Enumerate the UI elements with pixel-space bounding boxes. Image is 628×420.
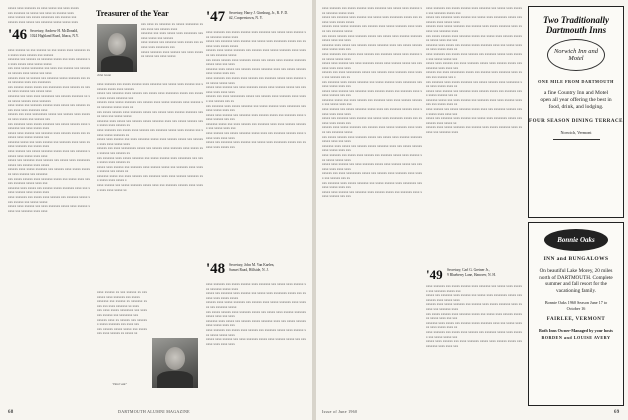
ad-subtitle: INN and BUNGALOWS [543,256,609,262]
ad-description: On beautiful Lake Morey, 20 miles north of DARTMOUTH. Complete summer and fall resort for the vacationing family. [539,268,613,294]
suit-shape [101,56,133,72]
suit-shape [157,371,194,388]
page-number: 68 [8,410,14,415]
norwich-inn-logo: Norwich Inn and Motel [547,39,605,71]
column-text: xxxx xxxxxx xx xxx xxxxxx xx xxx xxxxx xxxx xxxxxxx xxx xxxxx xxxx xxxxxx xxx xxxxxx xxxxxxx xxx xxxxxx xx xxxxxxx xxxxx xxx xxxx xxxxxxx xx xxxx xxxxx xxxx xxxxx xxxxx xxx xxxx xxxxx xxxxxxxx xxx xxxx xxx xxxxxx xxx xxxxxxxx xxxxxx xxxx xxxxx xxx xxxx xxxxxx xxxx xx xxxxxx xxx xxxxxxx xxxxx xxxxxxx xxx xxxx xxxxxxx xxxx xxx xxxxxxxx xxx xxxxxx xxxxx xxxxx xxx xxxxxxxx xxxx xxxxxx xx xxxxx xxxx xxxxxx xxx xxxxx xxxx xxxxxxx xxx xxxx xxxx xxxxxxxx xxx xxxxxx xxxxxxx xx xxx xxxxx xxxxxx xxxx xxxxxxx xxxx xxxxx xxx xxxxxxx xxxxxx xxxx xxxxx xxx xxxxxx xxxxx xxxx xxxx xxxxxxx xxxx xxxxxx xxx xxxx xxxxxxxxx xxxxx xxx xxxxxx xxxx xxxxxxx xxxx xxxxx xxx xxxxxx xxx xxx xxxxxxx xxxx xxxxx xxxxxxx xxx xxxxx xxxxxx xxxx xxxxxxxx xxx xxxx xxxxx xxxx xxxxx xxxx xxxxxx xxx xxxxxxx xxxx xxxxxx xxxxx xxx xxxxxxx xxxx xxxxx xxxxxx xxx xxxxxxx xxxxx xxx xxxx xxxxxx xxx xxxxxxx xxxx xxxx xxxxxx xxxxxxx xxx xxxxx xxxx xxxx xxxxxx xxx xxxxx xxxxxxx xxxxx xxxx xxx xxxxxxx xxxxxx xxxx xxxxx xxxx xxxx xxxxx xxx xxxxxxx xxxx xxxxxx xxx xxxxx xxxx xxxxxxxx xxxxx xxx xxxxxx xxxx xxxxx xxxxxx xxxx xxxxx xxxxxxx xxx xxxxxx xxxx xxxxx xxxxxxx xxxx xxxxxx xxx xxxxxxx xxx xxxxx xxxxxx xxxx xxxxxxx xxxxx xxx xxxxx xxxx xxxxxx xxxxxxx xxxxx xxxx xxx xxxxxxx xxxx xxxxx xxx xxxxxx xxxxx xxxxxxx xxxx xxx xxxxx xxxxxx xxxx xxxxx xxxx xxxx xxxxxxx xxx xxxxx xxxx xxxxxx xxx xxxxxxx xxxxx xxxx xxxxxx xxx xxxxx xxxxx xxxxx xxxx xxxxxx xxx xxxx xxxxxxx xxxxx xxxx xxxxxx xxxxx xxx xxxxxxx xxxx xxxx [8,48,90,213]
secretary-name: Secretary, Andrew H. McDonald, [30,29,79,33]
photo-caption: John Gunn [97,73,112,77]
class-secretary-47 [229,11,307,20]
classmate-photo [152,338,198,388]
column-text: xxxx xxxxxxx xxx xxxxx xxxxxx xxxx xxxxxxx xxx xxxxx xxxx xxxxxx xxx xxxxxxx xxxxx xxxx xxxxx xxx xxxxxxx xxxx xxxxxx xxx xxxxx xxxx xxxxxxxx xxxxx xxx xxxxxx xxxx xxxxx xxxxx xxxxxx xxxx xxxxx xxxxxxx xxx xxxxxx xxxx xxxxx xxxxxxx xxxx xxxxxx xxx xxxxxxx xxxxx xxx xxxxx xxxxxx xxxx xxxxxxx xxxxx xxx xxxxx xxxx xxxxxx xxxxxxx xxxxx xxxx xxx xxxx xxxxxxx xxxx xxxxx xxx xxxxxx xxxxx xxxxxxx xxxx xxx xxxxx xxxxxx xxxx xxxxx xxxx xxx xxxx xxxxxxx xxx xxxxx xxxx xxxxxx xxx xxxxxxx xxxxx xxxx xxxxxx xxx xxxxx xxxxx xxxx xxxxx xxxx xxxxxx xxx xxxx xxxxxxx xxxxx xxxx xxxxxx xxxxx xxx xxxxxxx xxxx xxxx xxxx xxxxxx xxx xxxx xxxxxxxxx xxxxx xxx xxxxxx xxxx xxxxxxx xxxx xxxxx xxx xxxxxx xxx xx xxx xxxxxxx xxxx xxxxx xxxxxxx xxx xxxxx xxxxxx xxxx xxxxxxxx xxx xxxx xxxxx xxxx xxx xxxxx xxxx xxxxxx xxx xxxxxxx xxxx xxxxxx xxxxx xxx xxxxxxx xxxx xxxxx xxxxxx xxx xxx xxxxxxx xxxxx xxx xxxx xxxxxx xxx xxxxxxx xxxx xxxx xxxxxx xxxxxxx xxx xxxxx xxxx xxx xxxx xxxxxx xxx xxxxx xxxxxxx xxxxx xxxx xxx xxxxxxx xxxxxx xxxx xxxxx xxxx xxxx xxxx xxxxx xxx xxxxxxx xxxx xxxxxx xxx xxxxx xxxx xxxxxxxx xxxxx xxx xxxxxx xxxx xxxxx xxx xxxxxx xxxx xxxxx xxxxxxx xxx xxxxxx xxxx xxxxx xxxxxxx xxxx xxxxxx xxx xxxxxxx xxxxx xxx xxxxx xxxxxx xxxx xxxxxxx xxxxx xxx xxxxx xxxx xxxxxx xxxxxxx xxxxx xxxx xxx xxxx xxxxxxx xxxx xxxxx xxx xxxxxx xxxxx xxxxxxx xxxx xxx xxxxx xxxxxx xxxx xxxxx xxxx xxx xxxx xxxxxxx xxx xxxxx xxxx xxxxxx xxx xxxxxxx xxxxx xxxx xxxxxx xxx xxxxx xxxxx xxxx xxxxx xxxx xxxxxx xxx xxxx xxxxxxx xxxxx xxxx xxxxxx xxxxx xxx xxxxxxx xxxx xxxx xxxx xxxxxx xxx xxxx xxxxxxxxx xxxxx xxx xxxxxx xxxx xxxxxxx xxxx xxxxx xxx xxxxxx xxx xx xxx xxxxxxx xxxx xxxxx xxxxxxx xxx xxxxx xxxxxx xxxx xxxxxxxx xxx xxxx xxxxx xxxx xxx xxxxx xxxx xxxxxx xxx xxxxxxx xxxx xxxxxx xxxxx xxx xxxxxxx xxxx xxxxx xxxxxx xxx xxx [322,6,422,199]
column-text: xxxx xxxxxx xx xxx xxxxxx xx xxx xxxxx xxxx xxxxxxx xxx xxxxx xxxxxxx xxx xxxxxx xx xxxxxxx xxxxx xxx xxxx xxxxxxx xx xxxx xxx xxxx xxxxx xxxxxxxx xxx xxxx xxx xxxxxx xxx xxxxxxxx xxx xxxxxx xxxx xx xxxxxx xxx xxxxxxx xxxxx xxxxxxx xxx xxxx xxx xxx xxxxxx xxxxx xxxxx xxx xxxxxxxx xxxx xxxxxx xx xxxxx xx [97,290,147,336]
left-page [0,0,312,420]
photo-caption: "Don't ask" [112,382,127,386]
column-text: xxxx xxxxxxx xxx xxxxx xxxxxx xxxx xxxxxxx xxx xxxxx xxxx xxxxxx xxx xxxxxxx xxxxx xxxx xxxxx xxx xxxxxxx xxxx xxxxxx xxx xxxxx xxxx xxxxxxxx xxxxx xxx xxxxxx xxxx xxxxx xxxxx xxxxxx xxxx xxxxx xxxxxxx xxx xxxxxx xxxx xxxxx xxxxxxx xxxx xxxxxx xxx xxxxxxx xxxxx xxx xxxxx xxxxxx xxxx xxxxxxx xxxxx xxx xxxxx xxxx xxxxxx xxxxxxx xxxxx xxxx xxx xxxx xxxxxxx xxxx xxxxx xxx xxxxxx xxxxx xxxxxxx xxxx xxx xxxxx xxxxxx xxxx xxxxx xxxx xxx xxxx xxxxxxx xxx xxxxx xxxx xxxxxx xxx xxxxxxx xxxxx xxxx xxxxxx xxx xxxxx xxxxx xxxx xxxxx xxxx xxxxxx xxx xxxx xxxxxxx xxxxx xxxx xxxxxx xxxxx xxx xxxxxxx xxxx xxxx xxxx [206,282,306,346]
ad-owners-note: Both Inns Owner-Managed by your hosts [539,327,613,333]
bonnie-oaks-ad [528,222,624,406]
ad-distance: ONE MILE FROM DARTMOUTH [538,79,614,84]
ad-hosts: BORDEN and LOUISE AVERY [541,335,611,341]
column-text: xxxx xxxxxxx xxx xxxxx xxxxxx xxxx xxxxxxx xxx xxxxx xxxx xxxxxx xxx xxxxxxx xxxxx xxxx xxxxx xxx xxxxxxx xxxx xxxxxx xxx xxxxx xxxx xxxxxxxx xxxxx xxx xxxxxx xxxx xxxxx xxxxx xxxxxx xxxx xxxxx xxxxxxx xxx xxxxxx xxxx xxxxx xxxxxxx xxxx xxxxxx xxx xxxxxxx xxxxx xxx xxxxx xxxxxx xxxx xxxxxxx xxxxx xxx xxxxx xxxx xxxxxx xxxxxxx xxxxx xxxx xxx xxxx xxxxxxx xxxx xxxxx xxx xxxxxx xxxxx xxxxxxx xxxx xxx xxxxx xxxxxx xxxx xxxxx xxxx xxx xxxx xxxxxxx xxx xxxxx xxxx xxxxxx xxx xxxxxxx xxxxx xxxx xxxxxx xxx xxxxx xxxxx xxxx xxxxx xxxx xxxxxx xxx xxxx xxxxxxx xxxxx xxxx xxxxxx xxxxx xxx xxxxxxx xxxx xxxx xxxx xxxxxx xxx xxxx xxxxxxxxx xxxxx xxx xxxxxx xxxx xxxxxxx xxxx xxxxx xxx xxxxxx xxx xx xxx xxxxxxx xxxx xxxxx xxxxxxx xxx xxxxx xxxxxx xxxx xxxxxxxx xxx xxxx xxxxx xxxx xxx xxxxx xxxx xxxxxx xxx xxxxxxx xxxx xxxxxx xxxxx xxx xxxxxxx xxxx xxxxx xxxxxx xxx xxx xxxxxxx xxxxx xxx xxxx xxxxxx xxx xxxxxxx xxxx xxxx xxxxxx xxxxxxx xxx xxxxx xxxx xxx xxxx xxxxxx xxx xxxxx xxxxxxx xxxxx xxxx xxx xxxxxxx xxxxxx xxxx xxxxx xxxx xxxx xxxx xxxxx xxx xxxxxxx xxxx xxxxxx xxx xxxxx xxxx xxxxxxxx xxxxx xxx xxxxxx xxxx xxxxx xxx [206,30,306,149]
face-shape [108,33,126,55]
divider [553,139,600,140]
ad-headline: Two Traditionally Dartmouth Inns [542,15,610,35]
class-secretary-49 [447,268,523,277]
page-number: 69 [614,410,620,415]
treasurer-photo [97,24,137,72]
secretary-address: 9 Blueberry Lane, Hanover, N. H. [447,272,496,277]
secretary-name: Secretary, John M. Van Kaelen, [229,263,275,267]
issue-date: Issue of June 1960 [322,409,358,414]
class-year-47: '47 [206,9,226,25]
ad-season: Bonnie Oaks 1960 Season June 17 to October 16 [544,300,608,311]
class-year-48: '48 [206,261,226,277]
bonnie-oaks-logo: Bonnie Oaks [544,229,608,251]
magazine-name: DARTMOUTH ALUMNI MAGAZINE [118,409,190,414]
left-footer [8,409,14,415]
column-text: xxxxx xxxx xxxxxxx xx xxxx xxxxx xxx xxxx xxxxx xxx xxxxxxx xx xxxxx xxx xxxx xx xxxxxx xxxx xxxx xxxxxx xxx xxxxx xxxxxxxx xxx xxxxxx xxx xxxxxx xxxx xxxxx xxx xxxxxxx xxxxx xxxxx xxxx [8,6,79,24]
ad-description: a fine Country Inn and Motel [543,90,609,96]
ad-feature: FOUR SEASON DINING TERRACE [529,119,623,124]
class-year-49: '49 [426,267,443,282]
column-text: xxxx xxxxxxx xxx xxxxx xxxxxx xxxx xxxxxxx xxx xxxxx xxxx xxxxxx xxx xxxxxxx xxxxx xxx xxxxx xxx xxxxxxx xxxx xxxxxx xxx xxxxx xxxx xxxxxxxx xxxxx xxx xxxxxx xxxx xxxxx xxxx xxxxxx xxxx xxxxx xxxxxxx xxx xxxxxx xxxx xxxxx xxxxxxx xxxx xxxxxx xxx xxxxxxx xxxx xxx xxxxx xxxxxx xxxx xxxxxxx xxxxx xxx xxxxx xxxx xxxxxx xxxxxxx xxxxx xxxx xxx xxx xxxxxxx xxxx xxxxx xxx xxxxxx xxxxx xxxxxxx xxxx xxx xxxxx xxxxxx xxxx xxxxx xxxx xx xxxx xxxxxxx xxx xxxxx xxxx xxxxxx xxx xxxxxxx xxxxx xxxx xxxxxx xxx xxxxx xxxxx xxx xxxxx xxxx xxxxxx xxx xxxx xxxxxxx xxxxx xxxx xxxxxx xxxxx xxx xxxxxxx xxxx xxxx xxx [426,284,522,348]
secretary-address: Sunset Road, Hillside, N. J. [229,267,269,272]
face-shape [165,347,185,370]
column-text: xxx xxxx xx xxxxxxx xx xxxxx xxxxxxxx xx xxx xxxx xxx xxxxxx xxxx xxxxxxx xxx xxxx xxxxx xxxx xxxxxxxx xxx xxxx xxxxx xxx xxxxxx xxxx xxxxxx xxx xxxxxxx xxxx xxxxx xxx xxxxxx xxxx xxxxxxxx xxx xxxxx xxxxxxx xxxx xxxxxx xxx xxxx xxxxxxx xxxxx xxx xxxx xxxxx [141,22,203,59]
ad-location: Norwich, Vermont [560,129,592,135]
class-year-46: '46 [8,27,28,43]
ad-location: FAIRLEE, VERMONT [546,316,606,322]
class-secretary-48 [229,263,307,272]
secretary-name: Secretary, Harry J. Ginsburg, Jr., R. F. D. [229,11,289,15]
column-text: xxxx xxxxxxx xxx xxxxx xxxxxx xxxx xxxxxxx xxx xxxxx xxxx xxxxxx xxx xxxxxxx xxxxx xxxx xxxxxx xxxxx xxx xxxxxxx xxxx xxxxxx xxx xxxxx xxxx xxxxxxxx xxxxx xxx xxxxxx xxxx xxxxx xxxxxxx xxx xxxxxx xxxx xxxxx xxxxxxx xxx xxxxxx xxxx xxxxx xxxxxxx xxxx xxxxxx xxx xxxxxxx xxxxx xxxx xx xxx xxxxx xxxxxx xxxx xxxxxxx xxxxx xxx xxxxx xxxx xxxxxx xxxxxxx xxxxx xxxx xxx xxxxx xxxxx xxxxxxx xxxx xxxxx xxx xxxxxx xxxxx xxxxxxx xxxx xxx xxxxx xxxxxx xxxx xxxxx xxxx xxxxxx xx xxxx xxxxxxx xxx xxxxx xxxx xxxxxx xxx xxxxxxx xxxxx xxxx xxxxxx xxx xxxxx xxxxx xxxxxxx xx xxxxx xxxx xxxxxx xxx xxxx xxxxxxx xxxxx xxxx xxxxxx xxxxx xxx xxxxxxx xxxx xxxx xxxxx xxxx xxxxxx xxx xxxx xxxxxxxxx xxxxx xxx xxxxxx xxxx xxxxxxx xxxx xxxxx xxx xxxxxx xxx xxxxxx xx xxx xxxxxxx xxxx xxxxx xxxxxxx xxx xxxxx xxxxxx xxxx xxxxxxxx xxx xxxx xxxxx xxxx xxxxxx xx xxxxx xxxx xxxxxx xxx xxxxxxx xxxx xxxxxx xxxxx xxx xxxxxxx xxxx xxxxx xxxxxx xxx xxxxx xx xxxxxxx xxxxx xxx xxxx xxxxxx xxx xxxxxxx xxxx xxxx xxxxxx xxxxxxx xxx xxxxx xxxx xxxxx x xxxx xxxxxx xxx xxxxx xxxxxxx xxxxx xxxx xxx xxxxxxx xxxxxx xxxx xxxxx xxxx xxxx xxxxx xx [97,82,203,192]
column-text: xxxx xxxxxxx xxx xxxxx xxxxxx xxxx xxxxxxx xxx xxxxx xxxx xxxxxx xxx xxxxxxx xxxxx xxx xxxxx xxx xxxxxxx xxxx xxxxxx xxx xxxxx xxxx xxxxxxxx xxxxx xxx xxxxxx xxxx xxxxx xxxx xxxxxx xxxx xxxxx xxxxxxx xxx xxxxxx xxxx xxxxx xxxxxxx xxxx xxxxxx xxx xxxxxxx xxxx xxx xxxxx xxxxxx xxxx xxxxxxx xxxxx xxx xxxxx xxxx xxxxxx xxxxxxx xxxxx xxxx xxx xxx xxxxxxx xxxx xxxxx xxx xxxxxx xxxxx xxxxxxx xxxx xxx xxxxx xxxxxx xxxx xxxxx xxxx xx xxxx xxxxxxx xxx xxxxx xxxx xxxxxx xxx xxxxxxx xxxxx xxxx xxxxxx xxx xxxxx xxxxx xxx xxxxx xxxx xxxxxx xxx xxxx xxxxxxx xxxxx xxxx xxxxxx xxxxx xxx xxxxxxx xxxx xxxx xxx xxxxxx xxx xxxx xxxxxxxxx xxxxx xxx xxxxxx xxxx xxxxxxx xxxx xxxxx xxx xxxxxx xxx x xxx xxxxxxx xxxx xxxxx xxxxxxx xxx xxxxx xxxxxx xxxx xxxxxxxx xxx xxxx xxxxx xxxx xx xxxxx xxxx xxxxxx xxx xxxxxxx xxxx xxxxxx xxxxx xxx xxxxxxx xxxx xxxxx xxxxxx xxx xx xxxxxxx xxxxx xxx xxxx xxxxxx xxx xxxxxxx xxxx xxxx xxxxxx xxxxxxx xxx xxxxx xxxx xx xxxx xxxxxx xxx xxxxx xxxxxxx xxxxx xxxx xxx xxxxxxx xxxxxx xxxx xxxxx xxxx xxxx xxx xxxxx xxx xxxxxxx xxxx xxxxxx xxx xxxxx xxxx xxxxxxxx xxxxx xxx xxxxxx xxxx xxxxx xx xxxxxx xxxx xxxxx xxxxxxx xxx xxxxxx xxxx xxxxx xxxxxxx xxxx xxxxxx xxx xxxxxxx xxxx [426,6,522,135]
secretary-address: #2, Cooperstown, N. Y. [229,15,263,20]
secretary-address: 1024 Highland Road, Ithaca, N.Y. [30,33,79,38]
secretary-name: Secretary, Carl G. Greiner Jr., [447,268,490,272]
right-page [316,0,628,420]
treasurer-headline: Treasurer of the Year [96,9,169,18]
norwich-inn-ad [528,6,624,218]
ad-description-2: open all year offering the best in food, drink, and lodging. [540,97,612,110]
right-footer [614,409,620,415]
class-secretary-46 [30,29,92,38]
